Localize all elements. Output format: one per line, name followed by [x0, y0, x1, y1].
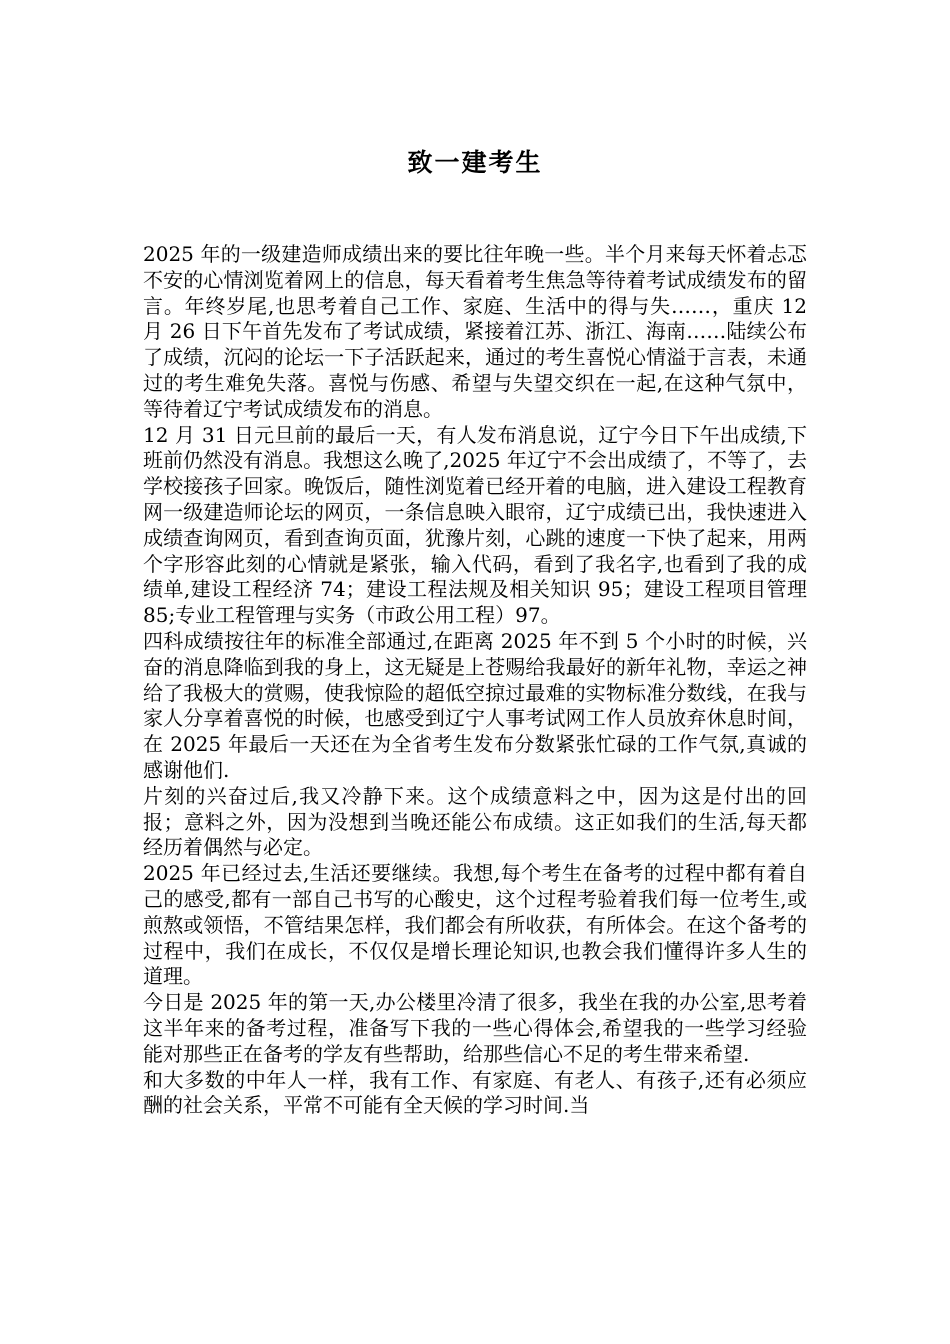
paragraph-2: 12 月 31 日元旦前的最后一天，有人发布消息说，辽宁今日下午出成绩,下班前仍然没有消息。我想这么晚了,2025 年辽宁不会出成绩了，不等了，去学校接孩子回家。晚饭后，随性浏览着已经开着的电脑，进入建设工程教育网一级建造师论坛的网页，一条信息映入眼帘，辽宁成绩已出，我快速进入成绩查询网页，看到查询页面，犹豫片刻，心跳的速度一下快了起来，用两个字形容此刻的心情就是紧张，输入代码，看到了我名字,也看到了我的成绩单,建设工程经济 74；建设工程法规及相关知识 95；建设工程项目管理 85;专业工程管理与实务（市政公用工程）97。 [143, 422, 807, 628]
paragraph-4: 片刻的兴奋过后,我又冷静下来。这个成绩意料之中，因为这是付出的回报；意料之外，因为没想到当晚还能公布成绩。这正如我们的生活,每天都经历着偶然与必定。 [143, 783, 807, 860]
document-body [143, 242, 807, 1119]
paragraph-3: 四科成绩按往年的标准全部通过,在距离 2025 年不到 5 个小时的时候，兴奋的消息降临到我的身上，这无疑是上苍赐给我最好的新年礼物，幸运之神给了我极大的赏赐，使我惊险的超低空掠过最难的实物标准分数线，在我与家人分享着喜悦的时候，也感受到辽宁人事考试网工作人员放弃休息时间，在 2025 年最后一天还在为全省考生发布分数紧张忙碌的工作气氛,真诚的感谢他们. [143, 628, 807, 782]
paragraph-7: 和大多数的中年人一样，我有工作、有家庭、有老人、有孩子,还有必须应酬的社会关系，平常不可能有全天候的学习时间.当 [143, 1067, 807, 1118]
paragraph-1: 2025 年的一级建造师成绩出来的要比往年晚一些。半个月来每天怀着忐忑不安的心情浏览着网上的信息，每天看着考生焦急等待着考试成绩发布的留言。年终岁尾,也思考着自己工作、家庭、生活中的得与失……，重庆 12 月 26 日下午首先发布了考试成绩，紧接着江苏、浙江、海南……陆续公布了成绩，沉闷的论坛一下子活跃起来，通过的考生喜悦心情溢于言表，未通过的考生难免失落。喜悦与伤感、希望与失望交织在一起,在这种气氛中，等待着辽宁考试成绩发布的消息。 [143, 242, 807, 421]
paragraph-5: 2025 年已经过去,生活还要继续。我想,每个考生在备考的过程中都有着自己的感受,都有一部自己书写的心酸史，这个过程考验着我们每一位考生,或煎熬或领悟，不管结果怎样，我们都会有所收获，有所体会。在这个备考的过程中，我们在成长，不仅仅是增长理论知识,也教会我们懂得许多人生的道理。 [143, 861, 807, 989]
document-title: 致一建考生 [407, 148, 543, 177]
paragraph-6: 今日是 2025 年的第一天,办公楼里冷清了很多，我坐在我的办公室,思考着这半年来的备考过程，准备写下我的一些心得体会,希望我的一些学习经验能对那些正在备考的学友有些帮助，给那些信心不足的考生带来希望. [143, 990, 807, 1066]
